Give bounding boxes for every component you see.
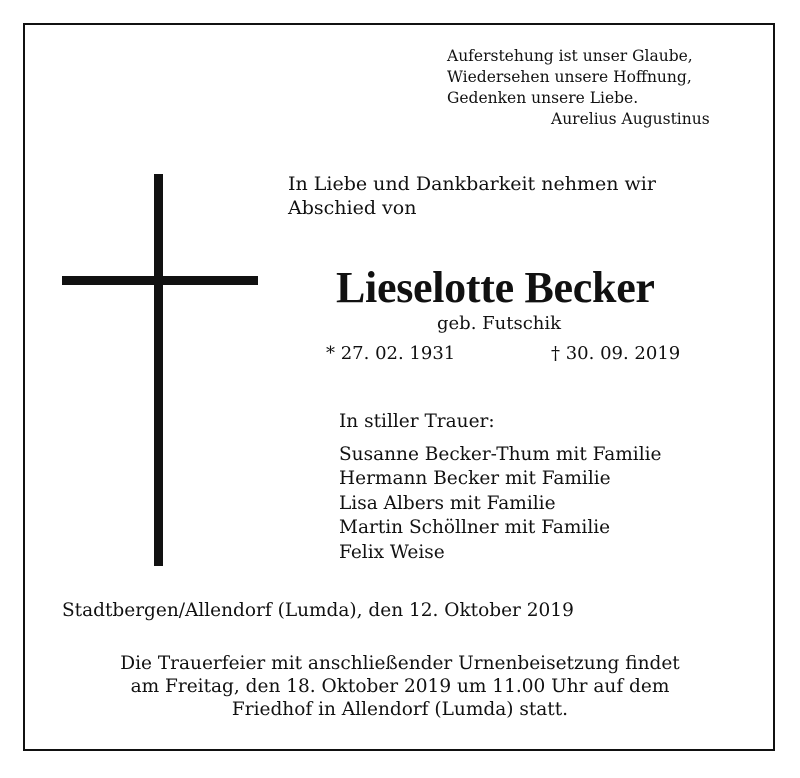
intro-line: Abschied von bbox=[288, 197, 417, 219]
mourner-name: Hermann Becker mit Familie bbox=[339, 468, 611, 489]
birth-date: * 27. 02. 1931 bbox=[326, 343, 456, 364]
place-and-date: Stadtbergen/Allendorf (Lumda), den 12. Oktober 2019 bbox=[62, 600, 574, 621]
service-line: Die Trauerfeier mit anschließender Urnenbeisetzung findet bbox=[120, 653, 680, 674]
quote-line: Auferstehung ist unser Glaube, bbox=[447, 47, 693, 65]
quote-line: Wiedersehen unsere Hoffnung, bbox=[447, 68, 692, 86]
cross-horizontal-bar bbox=[62, 276, 258, 285]
mourners-block bbox=[339, 410, 662, 565]
quote-block bbox=[447, 46, 710, 130]
quote-line: Gedenken unsere Liebe. bbox=[447, 89, 639, 107]
mourner-name: Lisa Albers mit Familie bbox=[339, 492, 556, 514]
service-notice bbox=[0, 652, 800, 721]
mourners-heading: In stiller Trauer: bbox=[339, 411, 495, 432]
service-line: am Freitag, den 18. Oktober 2019 um 11.00 Uhr auf dem bbox=[130, 676, 670, 697]
mourner-name: Felix Weise bbox=[339, 541, 445, 563]
death-date: † 30. 09. 2019 bbox=[551, 343, 681, 364]
intro-line: In Liebe und Dankbarkeit nehmen wir bbox=[288, 173, 656, 195]
birth-name: geb. Futschik bbox=[437, 313, 562, 334]
deceased-name: Lieselotte Becker bbox=[336, 263, 655, 312]
mourner-name: Susanne Becker-Thum mit Familie bbox=[339, 443, 662, 465]
intro-text bbox=[288, 172, 656, 220]
obituary-frame bbox=[23, 23, 775, 751]
spacer bbox=[339, 435, 662, 443]
service-line: Friedhof in Allendorf (Lumda) statt. bbox=[231, 699, 569, 720]
quote-author: Aurelius Augustinus bbox=[551, 110, 710, 128]
mourner-name: Martin Schöllner mit Familie bbox=[339, 517, 611, 538]
cross-vertical-bar bbox=[154, 174, 163, 566]
